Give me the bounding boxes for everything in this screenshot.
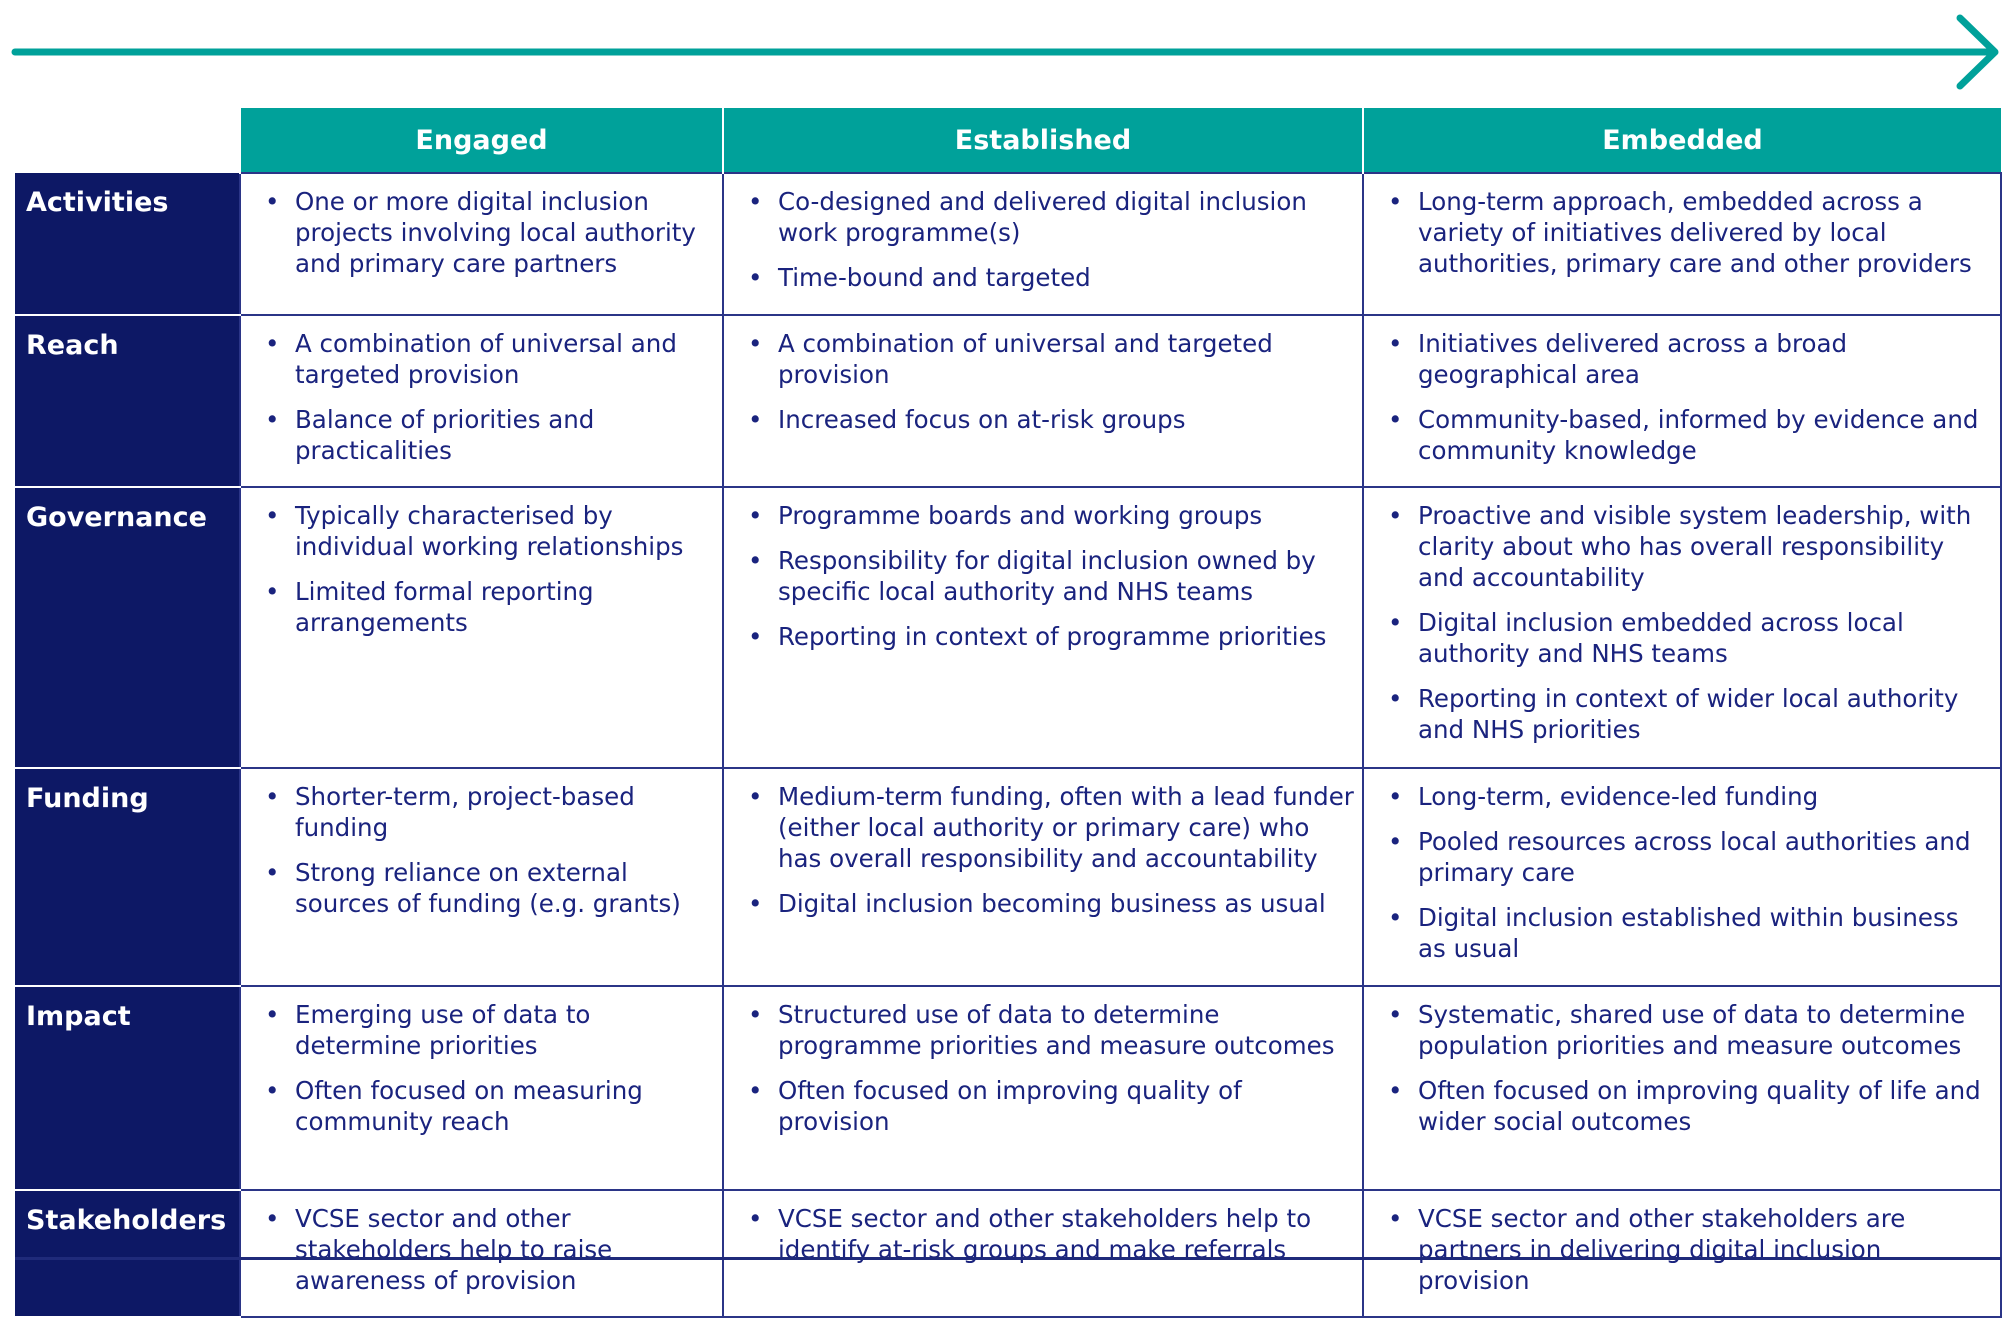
bullet-list [263,186,714,279]
maturity-matrix [15,108,2002,1318]
bullet-list [263,781,714,919]
cell-funding-engaged [240,768,723,986]
cell-stakeholders-embedded [1363,1190,2001,1317]
bullet-item: • Medium-term funding, often with a lead funder (either local authority or primary care) who has overall responsibility and accountability [746,781,1354,874]
bullet-item: • One or more digital inclusion projects involving local authority and primary care partners [263,186,714,279]
cell-funding-established [723,768,1363,986]
bullet-item: • Reporting in context of programme priorities [746,621,1354,652]
bullet-item: • Systematic, shared use of data to determine population priorities and measure outcomes [1386,999,1992,1061]
row-stakeholders [15,1190,2001,1317]
bullet-item: • Initiatives delivered across a broad geographical area [1386,328,1992,390]
bullet-item: • Digital inclusion embedded across local authority and NHS teams [1386,607,1992,669]
bullet-item: • Reporting in context of wider local authority and NHS priorities [1386,683,1992,745]
cell-governance-engaged [240,487,723,768]
cell-impact-established [723,986,1363,1190]
row-label-stakeholders: Stakeholders [15,1190,240,1317]
bullet-item: • Often focused on measuring community reach [263,1075,714,1137]
bullet-item: • Limited formal reporting arrangements [263,576,714,638]
bullet-list [263,328,714,466]
bullet-item: • VCSE sector and other stakeholders help to identify at-risk groups and make referrals [746,1203,1354,1265]
bullet-item: • VCSE sector and other stakeholders help to raise awareness of provision [263,1203,714,1296]
bullet-item: • Structured use of data to determine programme priorities and measure outcomes [746,999,1354,1061]
bullet-list [746,328,1354,435]
bullet-list [1386,1203,1992,1296]
row-label-impact: Impact [15,986,240,1190]
progress-arrow [0,0,2016,100]
bullet-item: • Balance of priorities and practicalities [263,404,714,466]
bullet-item: • Proactive and visible system leadership, with clarity about who has overall responsibility and accountability [1386,500,1992,593]
stage-header-embedded: Embedded [1363,108,2001,173]
bullet-item: • A combination of universal and targeted provision [746,328,1354,390]
bullet-list [1386,781,1992,964]
bullet-list [746,1203,1354,1265]
bullet-list [746,500,1354,652]
cell-stakeholders-established [723,1190,1363,1317]
bullet-item: • Long-term approach, embedded across a variety of initiatives delivered by local authorities, primary care and other providers [1386,186,1992,279]
cell-governance-established [723,487,1363,768]
corner-cell [15,108,240,173]
bullet-list [746,781,1354,919]
bullet-item: • Strong reliance on external sources of funding (e.g. grants) [263,857,714,919]
bullet-list [746,999,1354,1137]
row-activities [15,173,2001,315]
bullet-item: • Co-designed and delivered digital inclusion work programme(s) [746,186,1354,248]
bullet-item: • Time-bound and targeted [746,262,1354,293]
bullet-item: • VCSE sector and other stakeholders are partners in delivering digital inclusion provision [1386,1203,1992,1296]
bottom-divider [15,1257,2001,1260]
bullet-item: • Responsibility for digital inclusion owned by specific local authority and NHS teams [746,545,1354,607]
bullet-item: • A combination of universal and targeted provision [263,328,714,390]
row-impact [15,986,2001,1190]
bullet-item: • Programme boards and working groups [746,500,1354,531]
cell-reach-established [723,315,1363,487]
stage-header-engaged: Engaged [240,108,723,173]
bullet-item: • Often focused on improving quality of life and wider social outcomes [1386,1075,1992,1137]
stage-header-established: Established [723,108,1363,173]
cell-activities-established [723,173,1363,315]
cell-impact-embedded [1363,986,2001,1190]
bullet-item: • Long-term, evidence-led funding [1386,781,1992,812]
bullet-list [263,999,714,1137]
bullet-item: • Typically characterised by individual working relationships [263,500,714,562]
cell-governance-embedded [1363,487,2001,768]
bullet-item: • Pooled resources across local authorities and primary care [1386,826,1992,888]
row-label-funding: Funding [15,768,240,986]
bullet-item: • Often focused on improving quality of provision [746,1075,1354,1137]
cell-activities-embedded [1363,173,2001,315]
cell-stakeholders-engaged [240,1190,723,1317]
bullet-list [1386,186,1992,279]
bullet-item: • Shorter-term, project-based funding [263,781,714,843]
cell-reach-engaged [240,315,723,487]
cell-impact-engaged [240,986,723,1190]
bullet-item: • Community-based, informed by evidence and community knowledge [1386,404,1992,466]
matrix-body [15,173,2001,1317]
arrow-right-icon [0,0,2016,100]
row-funding [15,768,2001,986]
bullet-item: • Emerging use of data to determine priorities [263,999,714,1061]
row-label-reach: Reach [15,315,240,487]
bullet-list [263,500,714,638]
cell-funding-embedded [1363,768,2001,986]
row-governance [15,487,2001,768]
bullet-item: • Increased focus on at-risk groups [746,404,1354,435]
bullet-item: • Digital inclusion becoming business as usual [746,888,1354,919]
cell-reach-embedded [1363,315,2001,487]
bullet-list [1386,500,1992,745]
row-label-activities: Activities [15,173,240,315]
bullet-list [746,186,1354,293]
cell-activities-engaged [240,173,723,315]
row-label-governance: Governance [15,487,240,768]
row-reach [15,315,2001,487]
bullet-list [1386,999,1992,1137]
bullet-list [1386,328,1992,466]
bullet-list [263,1203,714,1296]
stage-header-row [15,108,2001,173]
bullet-item: • Digital inclusion established within business as usual [1386,902,1992,964]
